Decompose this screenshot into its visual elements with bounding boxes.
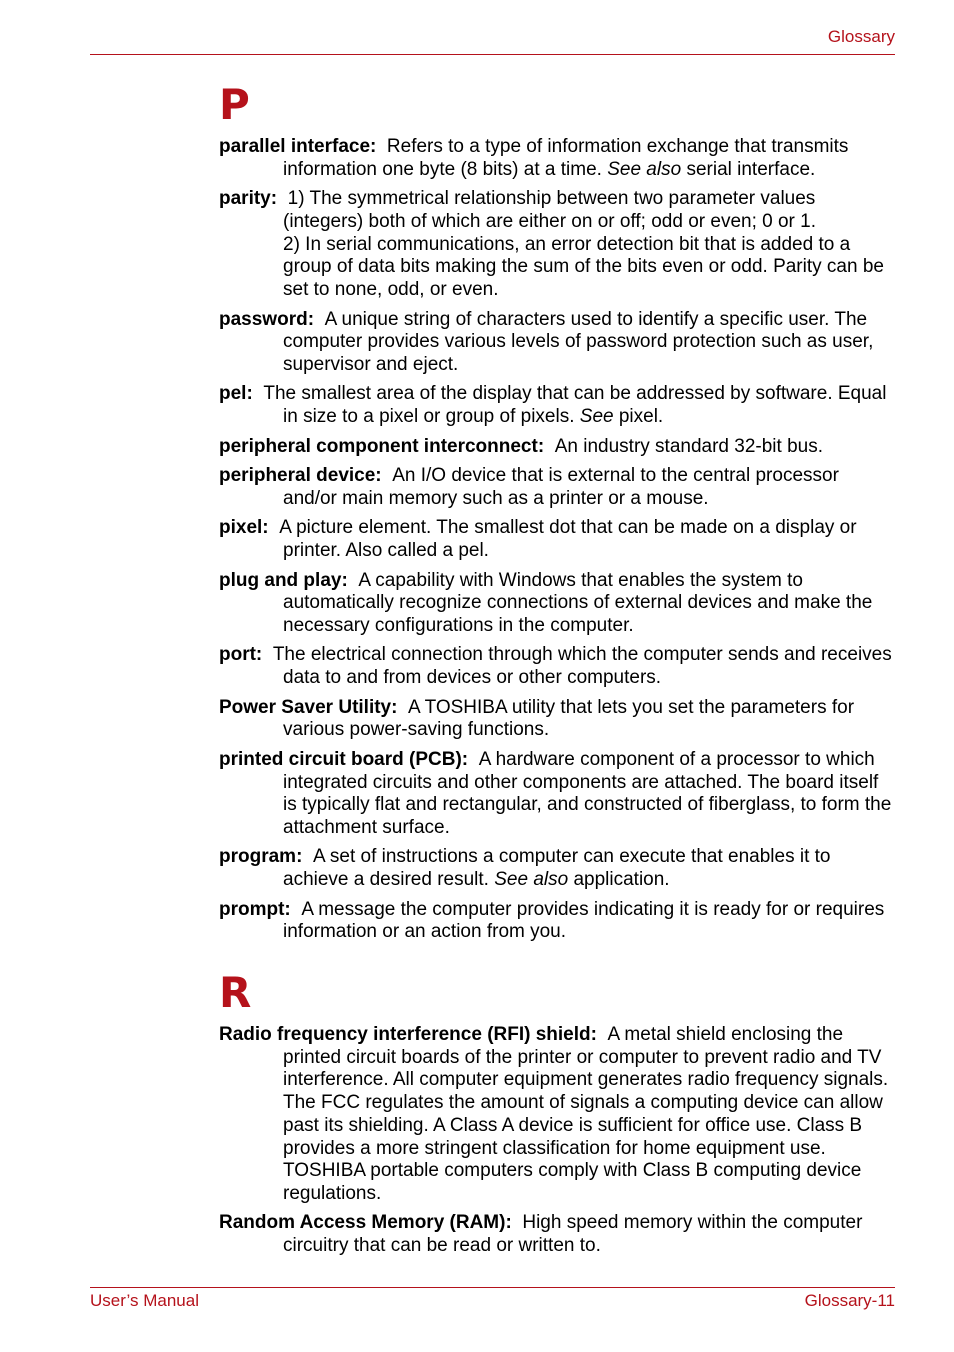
glossary-term: password: xyxy=(219,308,315,330)
glossary-term: peripheral component interconnect: xyxy=(219,435,545,457)
glossary-entry-program: program: A set of instructions a computer can execute that enables it to achieve a desired result. See also application. xyxy=(219,846,831,891)
footer-manual-title: User’s Manual xyxy=(90,1291,199,1310)
glossary-entry-peripheral-device: peripheral device: An I/O device that is external to the central processor and/or main memory such as a printer or a mouse. xyxy=(219,465,839,509)
running-header: Glossary xyxy=(827,27,895,46)
glossary-term: prompt: xyxy=(219,898,291,920)
glossary-term: program: xyxy=(219,846,303,868)
glossary-entry-parallel-interface: parallel interface: Refers to a type of information exchange that transmits information one byte (8 bits) at a time. See also serial interface. xyxy=(219,136,849,180)
glossary-entry-pcb: printed circuit board (PCB): A hardware component of a processor to which integrated circuits and other components are attached. The board itself is typically flat and rectangular, and constructed of fiberglass, to form the attachment surface. xyxy=(219,748,892,838)
glossary-section-p xyxy=(219,136,895,951)
glossary-term: parallel interface: xyxy=(219,136,377,157)
glossary-entry-pel: pel: The smallest area of the display that can be addressed by software. Equal in size to a pixel or group of pixels. See pixel. xyxy=(219,383,887,428)
glossary-entry-power-saver-utility: Power Saver Utility: A TOSHIBA utility that lets you set the parameters for various power-saving functions. xyxy=(219,696,855,741)
glossary-entry-prompt: prompt: A message the computer provides indicating it is ready for or requires information or an action from you. xyxy=(219,898,885,943)
glossary-term: pixel: xyxy=(219,517,269,539)
glossary-entry-pci: peripheral component interconnect: An industry standard 32-bit bus. xyxy=(219,435,823,457)
footer-rule xyxy=(90,1287,895,1288)
glossary-term: Power Saver Utility: xyxy=(219,696,398,718)
section-letter-p: P xyxy=(219,80,250,129)
glossary-term: pel: xyxy=(219,383,253,405)
glossary-entry-password: password: A unique string of characters used to identify a specific user. The computer provides various levels of password protection such as user, supervisor and eject. xyxy=(219,308,874,375)
glossary-term: peripheral device: xyxy=(219,465,382,487)
glossary-term: plug and play: xyxy=(219,569,348,591)
glossary-term: Random Access Memory (RAM): xyxy=(219,1212,512,1234)
glossary-entry-rfi-shield: Radio frequency interference (RFI) shield: A metal shield enclosing the printed circuit boards of the printer or computer to prevent radio and TV interference. All computer equipment generates radio frequency signals. The FCC regulates the amount of signals a computing device can allow past its shielding. A Class A device is sufficient for office use. Class B provides a more stringent classification for home equipment use. TOSHIBA portable computers comply with Class B computing device regulations. xyxy=(219,1024,889,1204)
glossary-entry-plug-and-play: plug and play: A capability with Windows that enables the system to automatically recognize connections of external devices and make the necessary configurations in the computer. xyxy=(219,569,873,636)
glossary-term: port: xyxy=(219,644,263,666)
header-rule xyxy=(90,54,895,55)
glossary-entry-parity: parity: 1) The symmetrical relationship between two parameter values (integers) both of which are either on or off; odd or even; 0 or 1. 2) In serial communications, an error detection bit that is added to a group of data bits making the sum of the bits even or odd. Parity can be set to none, odd, or even. xyxy=(219,188,884,301)
section-letter-r: R xyxy=(219,968,252,1017)
glossary-term: printed circuit board (PCB): xyxy=(219,748,469,770)
glossary-section-r xyxy=(219,1024,895,1265)
glossary-term: parity: xyxy=(219,188,278,210)
page-number: Glossary-11 xyxy=(804,1291,895,1310)
glossary-entry-pixel: pixel: A picture element. The smallest dot that can be made on a display or printer. Also called a pel. xyxy=(219,517,857,562)
glossary-entry-ram: Random Access Memory (RAM): High speed memory within the computer circuitry that can be read or written to. xyxy=(219,1212,863,1257)
glossary-term: Radio frequency interference (RFI) shield: xyxy=(219,1024,597,1045)
glossary-entry-port: port: The electrical connection through which the computer sends and receives data to and from devices or other computers. xyxy=(219,644,892,689)
